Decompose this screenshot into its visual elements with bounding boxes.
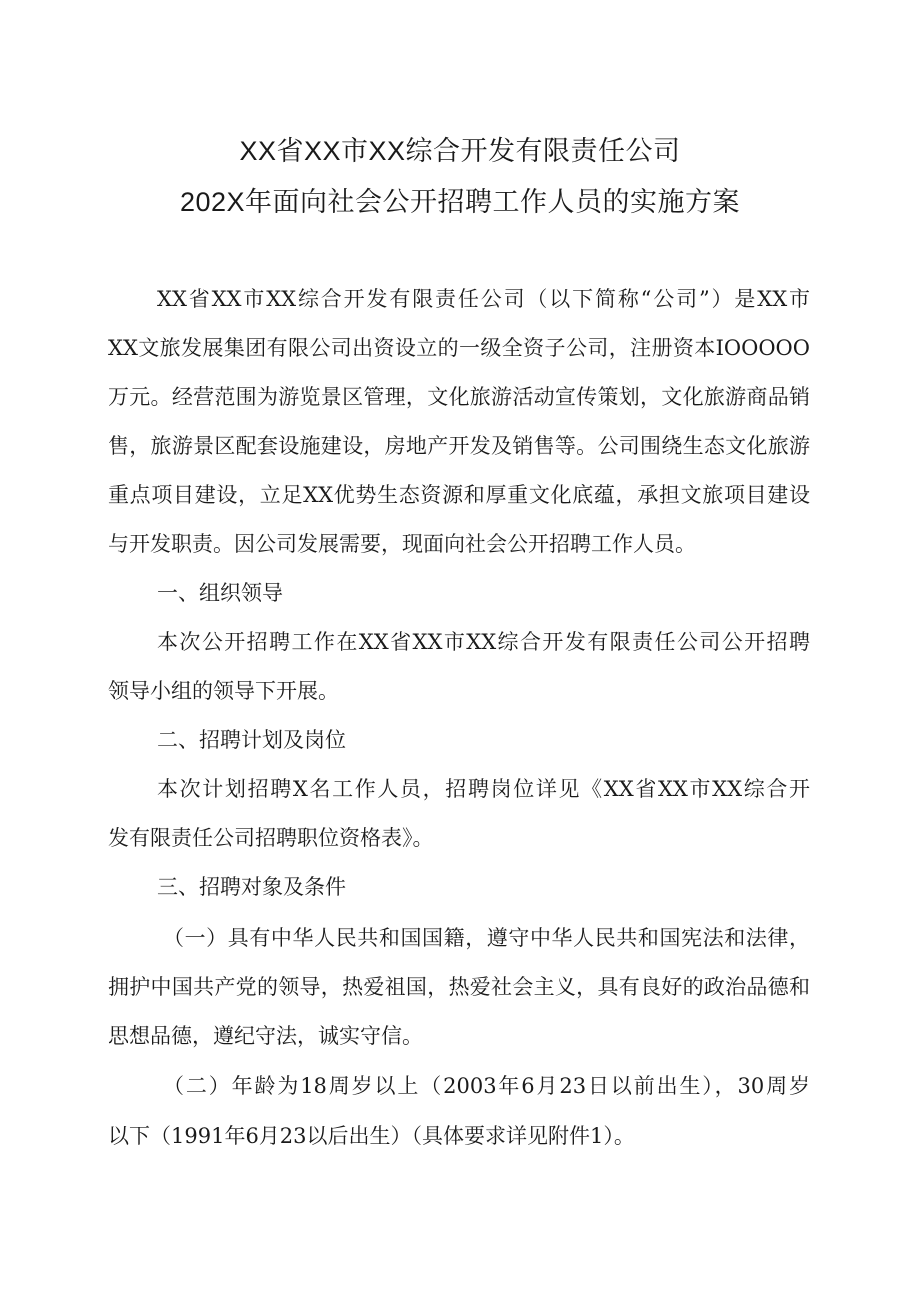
- condition1-line: 拥护中国共产党的领导，热爱祖国，热爱社会主义，具有良好的政治品德和: [108, 975, 810, 999]
- intro-line: XX文旅发展集团有限公司出资设立的一级全资子公司，注册资本IOOOOO: [108, 336, 810, 360]
- section2-line: 发有限责任公司招聘职位资格表》。: [108, 826, 434, 850]
- document-title-line-1: XX省XX市XX综合开发有限责任公司: [239, 136, 681, 166]
- condition2-line: （二）年龄为18周岁以上（2003年6月23日以前出生），30周岁: [163, 1074, 810, 1098]
- intro-line: 售，旅游景区配套设施建设，房地产开发及销售等。公司围绕生态文化旅游: [108, 434, 810, 458]
- section2-line: 本次计划招聘X名工作人员，招聘岗位详见《XX省XX市XX综合开: [157, 777, 810, 801]
- section-heading-plan: 二、招聘计划及岗位: [157, 728, 346, 752]
- intro-line: 万元。经营范围为游览景区管理，文化旅游活动宣传策划，文化旅游商品销: [108, 385, 810, 409]
- section-heading-organization: 一、组织领导: [157, 581, 283, 605]
- condition1-line: 思想品德，遵纪守法，诚实守信。: [108, 1024, 423, 1048]
- document-title-line-2: 202X年面向社会公开招聘工作人员的实施方案: [179, 187, 741, 217]
- section1-line: 本次公开招聘工作在XX省XX市XX综合开发有限责任公司公开招聘: [157, 630, 810, 654]
- condition2-line: 以下（1991年6月23以后出生）（具体要求详见附件1）。: [108, 1124, 635, 1148]
- section1-line: 领导小组的领导下开展。: [108, 679, 339, 703]
- intro-line: 与开发职责。因公司发展需要，现面向社会公开招聘工作人员。: [108, 532, 696, 556]
- section-heading-conditions: 三、招聘对象及条件: [157, 875, 346, 899]
- condition1-line: （一）具有中华人民共和国国籍，遵守中华人民共和国宪法和法律，: [163, 926, 810, 950]
- intro-line: 重点项目建设，立足XX优势生态资源和厚重文化底蕴，承担文旅项目建设: [108, 483, 810, 507]
- intro-line: XX省XX市XX综合开发有限责任公司（以下简称“公司”）是XX市: [157, 287, 810, 311]
